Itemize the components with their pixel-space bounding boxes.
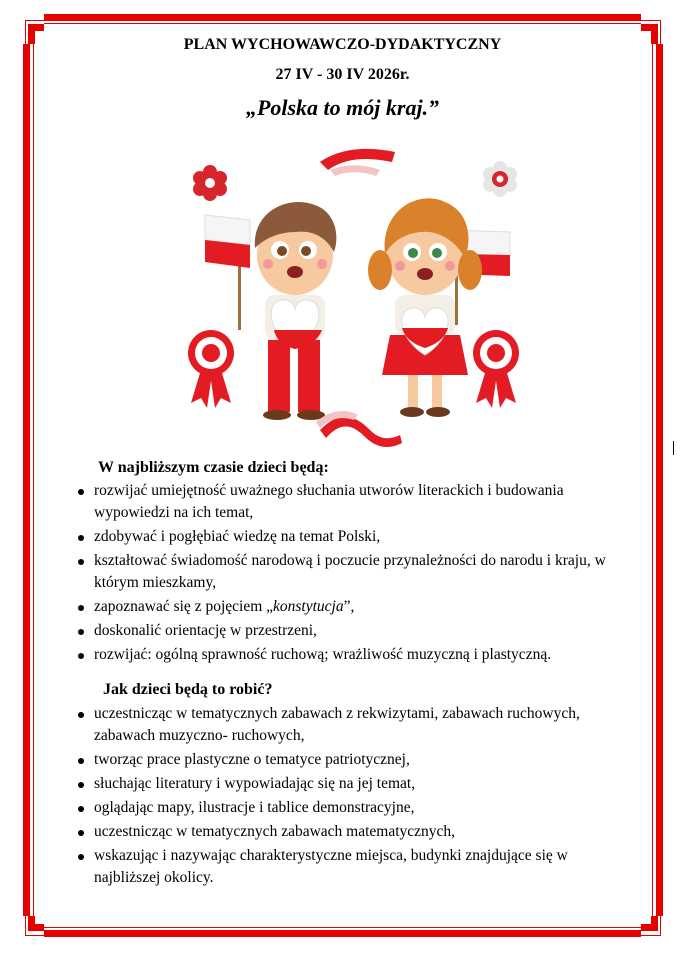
frame-corner-br-v xyxy=(651,916,658,931)
section-heading-goals: W najbliższym czasie dzieci będą: xyxy=(98,459,329,476)
list-item: tworząc prace plastyczne o tematyce patriotycznej, xyxy=(78,749,623,771)
frame-left-bar xyxy=(23,44,30,916)
goals-list xyxy=(78,480,623,666)
flower-icon xyxy=(483,161,517,197)
frame-corner-tl-line-h xyxy=(25,20,45,21)
frame-corner-bl-line-v xyxy=(25,916,26,936)
frame-corner-br-line-h xyxy=(641,935,661,936)
illustration-children-with-flags xyxy=(180,140,530,455)
frame-corner-tr-line-h xyxy=(641,20,661,21)
list-item: uczestnicząc w tematycznych zabawach z rekwizytami, zabawach ruchowych, zabawach muzyczno- ruchowych, xyxy=(78,703,623,747)
rosette-icon xyxy=(473,330,519,408)
theme-title: „Polska to mój kraj.” xyxy=(245,95,440,120)
frame-right-line xyxy=(652,44,653,916)
list-item: doskonalić orientację w przestrzeni, xyxy=(78,620,623,642)
methods-list xyxy=(78,703,623,889)
frame-top-bar xyxy=(44,14,641,21)
frame-corner-br-line-v xyxy=(660,916,661,936)
date-range: 27 IV - 30 IV 2026r. xyxy=(275,66,410,83)
list-item: wskazując i nazywając charakterystyczne miejsca, budynki znajdujące się w najbliższej okolicy. xyxy=(78,845,623,889)
section-heading-methods: Jak dzieci będą to robić? xyxy=(103,681,273,698)
document-title: PLAN WYCHOWAWCZO-DYDAKTYCZNY xyxy=(183,36,502,53)
list-item: kształtować świadomość narodową i poczucie przynależności do narodu i kraju, w którym mieszkamy, xyxy=(78,550,623,594)
frame-corner-bl-v xyxy=(28,916,35,931)
frame-corner-bl-line-h xyxy=(25,935,45,936)
list-item: oglądając mapy, ilustracje i tablice demonstracyjne, xyxy=(78,797,623,819)
frame-bottom-line xyxy=(44,927,641,928)
frame-left-line xyxy=(33,44,34,916)
frame-top-line xyxy=(44,23,641,24)
list-item: rozwijać umiejętność uważnego słuchania utworów literackich i budowania wypowiedzi na ich temat, xyxy=(78,480,623,524)
frame-bottom-bar xyxy=(44,930,641,937)
term-konstytucja: konstytucja xyxy=(273,598,344,615)
text-cursor xyxy=(673,441,674,455)
list-item: słuchając literatury i wypowiadając się na jej temat, xyxy=(78,773,623,795)
list-item: uczestnicząc w tematycznych zabawach matematycznych, xyxy=(78,821,623,843)
flower-icon xyxy=(193,165,227,201)
rosette-icon xyxy=(188,330,234,408)
list-item: zapoznawać się z pojęciem „konstytucja”, xyxy=(78,596,623,618)
list-item: rozwijać: ogólną sprawność ruchową; wrażliwość muzyczną i plastyczną. xyxy=(78,644,623,666)
list-item: zdobywać i pogłębiać wiedzę na temat Polski, xyxy=(78,526,623,548)
frame-right-bar xyxy=(656,44,663,916)
